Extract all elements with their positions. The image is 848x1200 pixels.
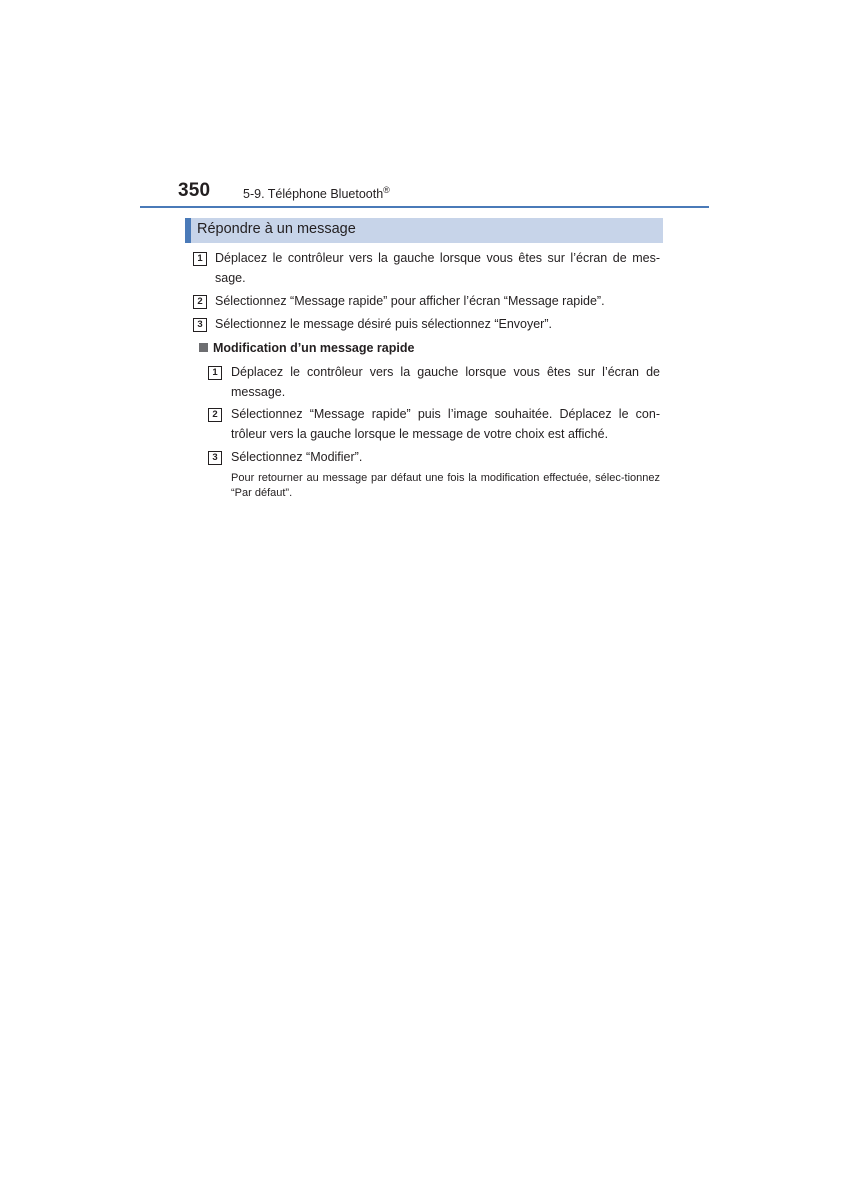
- step-text-1: Déplacez le contrôleur vers la gauche lorsque vous êtes sur l’écran de mes-sage.: [215, 251, 660, 285]
- section-title: [243, 185, 390, 201]
- section-title-text: 5-9. Téléphone Bluetooth: [243, 187, 384, 201]
- step-text-3: Sélectionnez le message désiré puis sélectionnez “Envoyer”.: [215, 317, 552, 331]
- heading-bar: [185, 218, 663, 243]
- sub-step-text-1: Déplacez le contrôleur vers la gauche lorsque vous êtes sur l’écran de message.: [231, 365, 660, 399]
- header-rule: [140, 206, 709, 208]
- sub-step-number-1: 1: [208, 366, 222, 380]
- sub-step-text-2: Sélectionnez “Message rapide” puis l’image souhaitée. Déplacez le con-trôleur vers la gauche lorsque le message de votre choix est affiché.: [231, 407, 660, 441]
- page-number: 350: [178, 180, 211, 201]
- sub-step-1: [208, 362, 660, 402]
- sub-step-number-3: 3: [208, 451, 222, 465]
- sub-step-2: [208, 404, 660, 444]
- square-bullet-icon: [199, 343, 208, 352]
- step-2: [193, 291, 660, 311]
- step-3: [193, 314, 660, 334]
- subsection-title: Modification d’un message rapide: [213, 341, 415, 355]
- registered-mark: ®: [383, 185, 390, 195]
- step-number-3: 3: [193, 318, 207, 332]
- sub-step-text-3: Sélectionnez “Modifier”.: [231, 450, 363, 464]
- step-number-2: 2: [193, 295, 207, 309]
- step-text-2: Sélectionnez “Message rapide” pour afficher l’écran “Message rapide”.: [215, 294, 605, 308]
- sub-step-number-2: 2: [208, 408, 222, 422]
- step-number-1: 1: [193, 252, 207, 266]
- sub-step-3: [208, 447, 660, 467]
- subsection-heading: [199, 339, 414, 357]
- step-1: [193, 248, 660, 288]
- heading-title: Répondre à un message: [197, 221, 356, 237]
- note-text: Pour retourner au message par défaut une fois la modification effectuée, sélec-tionnez “Par défaut”.: [231, 472, 660, 499]
